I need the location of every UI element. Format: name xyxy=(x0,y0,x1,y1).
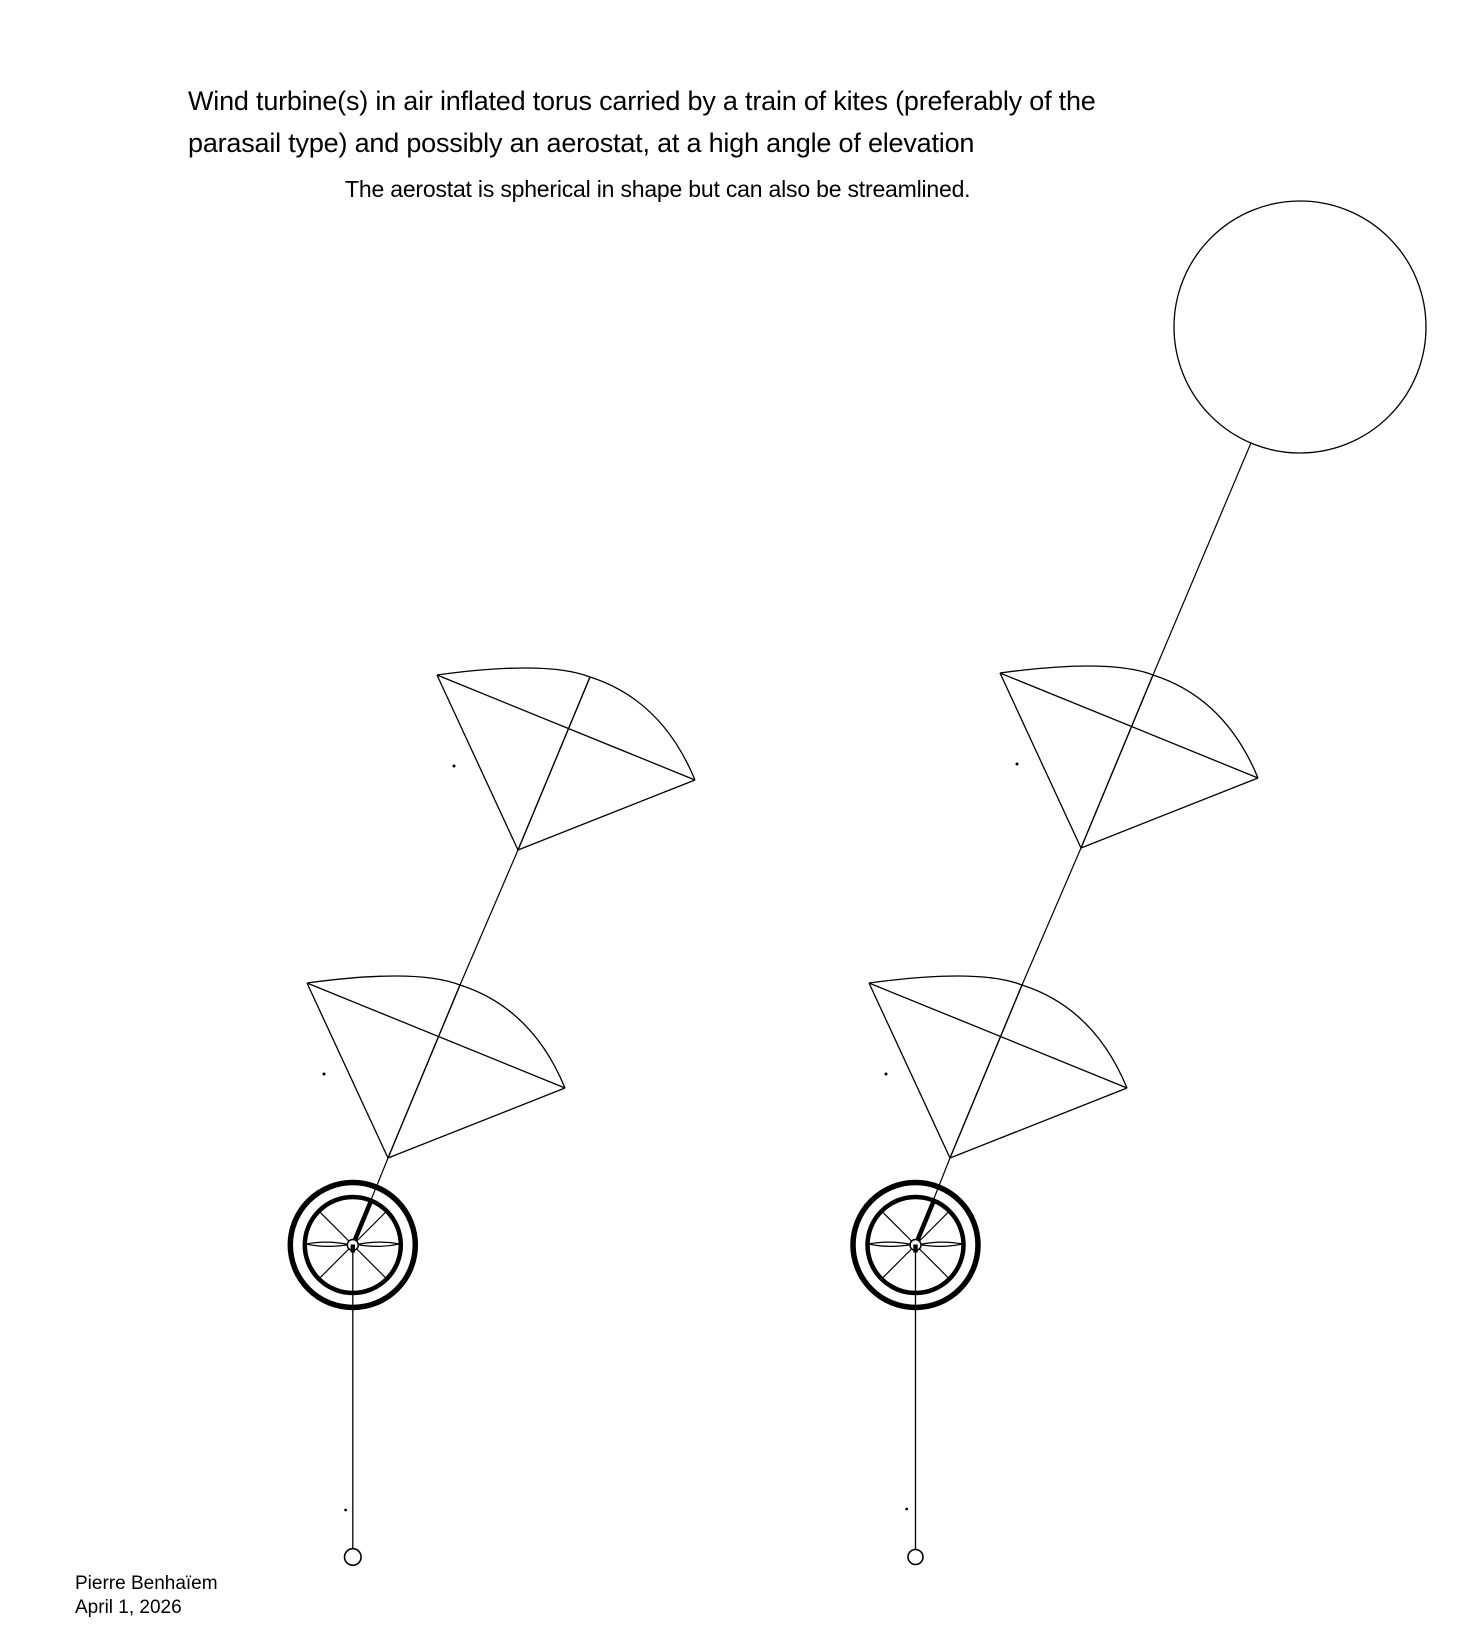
right-kite-train-with-aerostat xyxy=(853,201,1426,1565)
parasail-kite-left-bottom xyxy=(307,976,565,1158)
aerostat-balloon xyxy=(1174,201,1426,453)
ground-anchor-left xyxy=(345,1549,362,1566)
date-label: April 1, 2026 xyxy=(75,1597,182,1618)
page-title-line1: Wind turbine(s) in air inflated torus carried by a train of kites (preferably of the xyxy=(188,86,1096,116)
stray-dot-right xyxy=(905,1508,908,1511)
parasail-kite-right-bottom xyxy=(869,976,1127,1158)
ground-anchor-right xyxy=(908,1550,923,1565)
author-name: Pierre Benhaïem xyxy=(75,1573,218,1594)
page-title-line2: parasail type) and possibly an aerostat, at a high angle of elevation xyxy=(188,128,975,158)
credit-block xyxy=(75,1572,218,1620)
stray-dot-left xyxy=(344,1509,347,1512)
parasail-kite-left-top xyxy=(437,668,695,850)
left-kite-train xyxy=(290,668,695,1565)
parasail-kite-right-top xyxy=(1000,666,1258,848)
page-subtitle: The aerostat is spherical in shape but can also be streamlined. xyxy=(345,176,971,202)
